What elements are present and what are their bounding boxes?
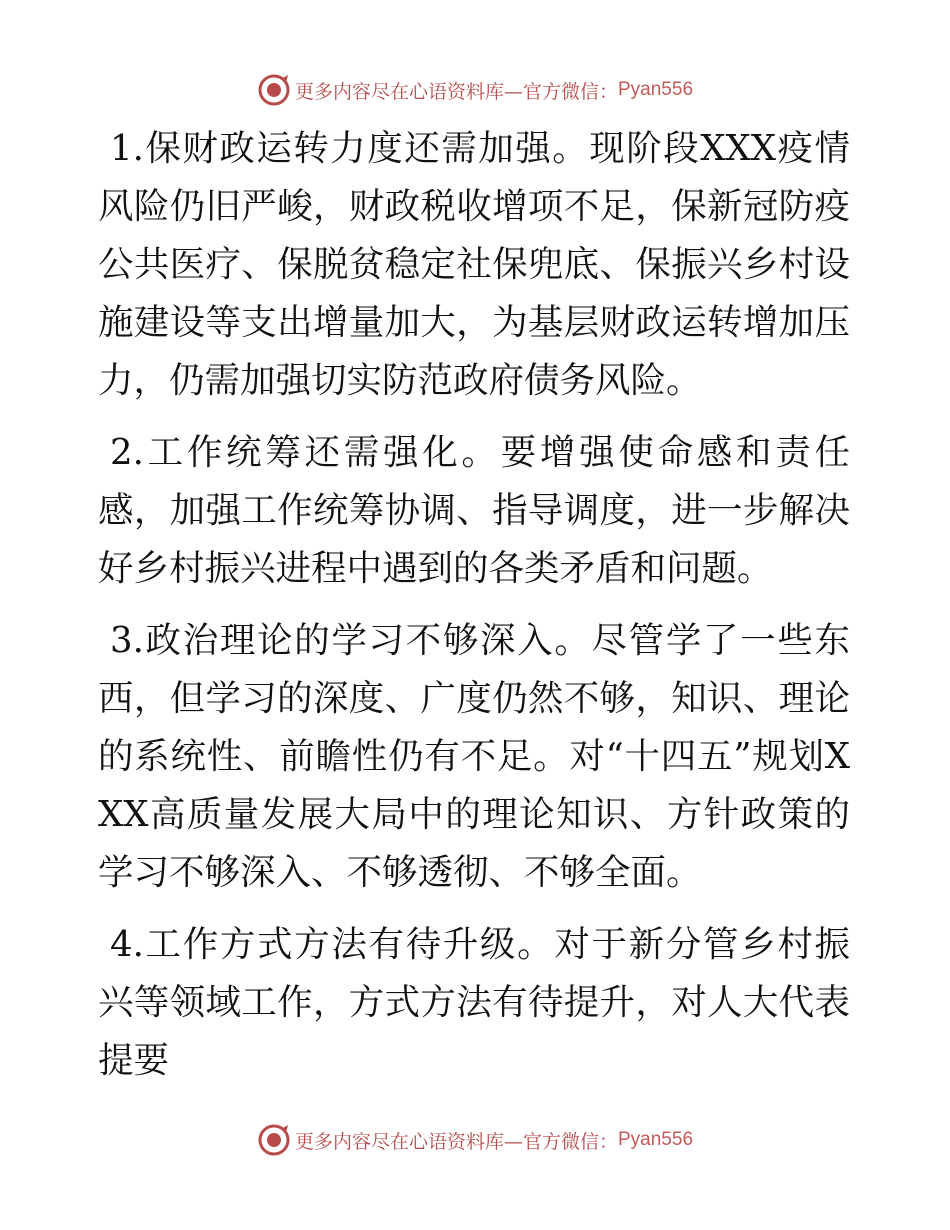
paragraph-4: 4.工作方式方法有待升级。对于新分管乡村振兴等领域工作，方式方法有待提升，对人大代表提要 bbox=[98, 924, 850, 1081]
watermark-logo-icon bbox=[257, 1123, 291, 1157]
watermark-logo-icon bbox=[257, 73, 291, 107]
document-body bbox=[98, 120, 850, 1104]
paragraph-1: 1.保财政运转力度还需加强。现阶段XXX疫情风险仍旧严峻，财政税收增项不足，保新冠防疫公共医疗、保脱贫稳定社保兜底、保振兴乡村设施建设等支出增量加大，为基层财政运转增加压力，仍需加强切实防范政府债务风险。 bbox=[98, 128, 850, 401]
paragraph-3: 3.政治理论的学习不够深入。尽管学了一些东西，但学习的深度、广度仍然不够，知识、理论的系统性、前瞻性仍有不足。对“十四五”规划XXX高质量发展大局中的理论知识、方针政策的学习不够深入、不够透彻、不够全面。 bbox=[98, 620, 850, 893]
header-watermark bbox=[0, 70, 950, 110]
watermark-text: 更多内容尽在心语资料库—官方微信： bbox=[294, 80, 618, 103]
watermark-text: 更多内容尽在心语资料库—官方微信： bbox=[294, 1130, 618, 1153]
watermark-wechat-id: Pyan556 bbox=[618, 1129, 694, 1150]
watermark-wechat-id: Pyan556 bbox=[618, 79, 694, 100]
footer-watermark bbox=[0, 1120, 950, 1160]
paragraph-2: 2.工作统筹还需强化。要增强使命感和责任感，加强工作统筹协调、指导调度，进一步解决好乡村振兴进程中遇到的各类矛盾和问题。 bbox=[98, 432, 850, 589]
